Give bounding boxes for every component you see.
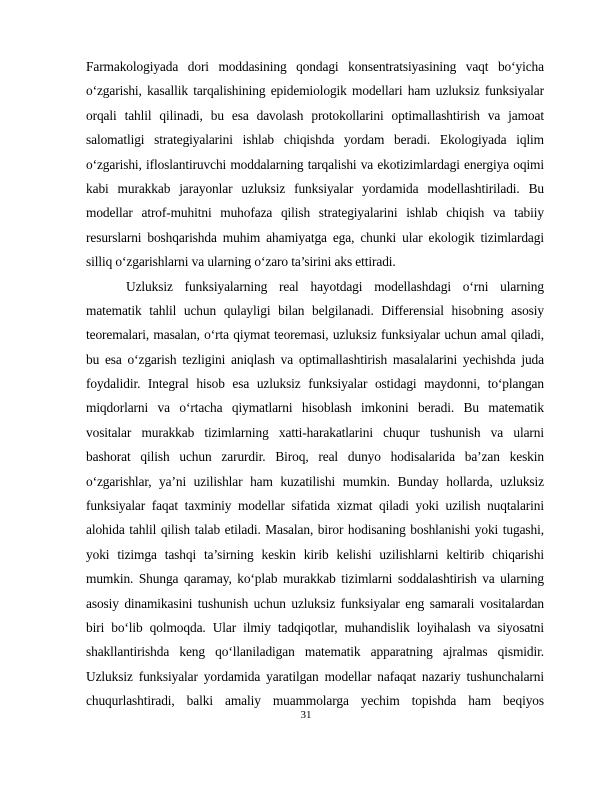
text-line: oʻzgarishi, ifloslantiruvchi moddalarning tarqalishi va ekotizimlardagi energiya oqimi: [86, 156, 544, 172]
text-line: orqali tahlil qilinadi, bu esa davolash protokollarini optimallashtirish va jamoat: [86, 107, 544, 123]
text-line: teoremalari, masalan, oʻrta qiymat teoremasi, uzluksiz funksiyalar uchun amal qiladi,: [86, 327, 544, 343]
paragraph-1: [86, 55, 544, 275]
text-line: Farmakologiyada dori moddasining qondagi konsentratsiyasining vaqt boʻyicha: [86, 59, 544, 74]
text-line: alohida tahlil qilish talab etiladi. Masalan, biror hodisaning boshlanishi yoki tugashi,: [86, 522, 544, 538]
text-line: bashorat qilish uchun zarurdir. Biroq, real dunyo hodisalarida ba’zan keskin: [86, 449, 544, 465]
text-line: silliq oʻzgarishlarni va ularning oʻzaro ta’sirini aks ettiradi.: [86, 254, 396, 270]
text-line: Uzluksiz funksiyalarning real hayotdagi modellashdagi oʻrni ularning: [126, 278, 544, 294]
text-line: miqdorlarni va oʻrtacha qiymatlarni hisoblash imkonini beradi. Bu matematik: [86, 400, 544, 416]
text-line: yoki tizimga tashqi ta’sirning keskin kirib kelishi uzilishlarni keltirib chiqarishi: [86, 546, 544, 562]
text-line: oʻzgarishlar, ya’ni uzilishlar ham kuzatilishi mumkin. Bunday hollarda, uzluksiz: [86, 473, 544, 489]
paragraph-2: [86, 275, 544, 714]
text-line: chuqurlashtiradi, balki amaliy muammolarga yechim topishda ham beqiyos: [86, 693, 544, 709]
text-line: salomatligi strategiyalarini ishlab chiqishda yordam beradi. Ekologiyada iqlim: [86, 132, 544, 148]
text-line: shakllantirishda keng qoʻllaniladigan matematik apparatning ajralmas qismidir.: [86, 644, 544, 660]
text-line: asosiy dinamikasini tushunish uchun uzluksiz funksiyalar eng samarali vositalardan: [86, 595, 544, 611]
text-line: biri boʻlib qolmoqda. Ular ilmiy tadqiqotlar, muhandislik loyihalash va siyosatni: [86, 619, 544, 635]
text-line: kabi murakkab jarayonlar uzluksiz funksiyalar yordamida modellashtiriladi. Bu: [86, 180, 544, 196]
text-line: mumkin. Shunga qaramay, koʻplab murakkab tizimlarni soddalashtirish va ularning: [86, 571, 544, 587]
document-page: [86, 55, 544, 714]
text-line: bu esa oʻzgarish tezligini aniqlash va optimallashtirish masalalarini yechishda juda: [86, 351, 544, 367]
text-line: resurslarni boshqarishda muhim ahamiyatga ega, chunki ular ekologik tizimlardagi: [86, 229, 544, 245]
text-line: funksiyalar faqat taxminiy modellar sifatida xizmat qiladi yoki uzilish nuqtalarini: [86, 498, 544, 514]
page-number: 31: [300, 709, 312, 721]
text-line: oʻzgarishi, kasallik tarqalishining epidemiologik modellari ham uzluksiz funksiyalar: [86, 83, 544, 99]
text-line: matematik tahlil uchun qulayligi bilan belgilanadi. Differensial hisobning asosiy: [86, 302, 544, 318]
text-line: vositalar murakkab tizimlarning xatti-harakatlarini chuqur tushunish va ularni: [86, 424, 544, 440]
text-line: foydalidir. Integral hisob esa uzluksiz funksiyalar ostidagi maydonni, toʻplangan: [86, 376, 544, 392]
text-line: modellar atrof-muhitni muhofaza qilish strategiyalarini ishlab chiqish va tabiiy: [86, 205, 544, 221]
text-line: Uzluksiz funksiyalar yordamida yaratilgan modellar nafaqat nazariy tushunchalarni: [86, 668, 544, 684]
